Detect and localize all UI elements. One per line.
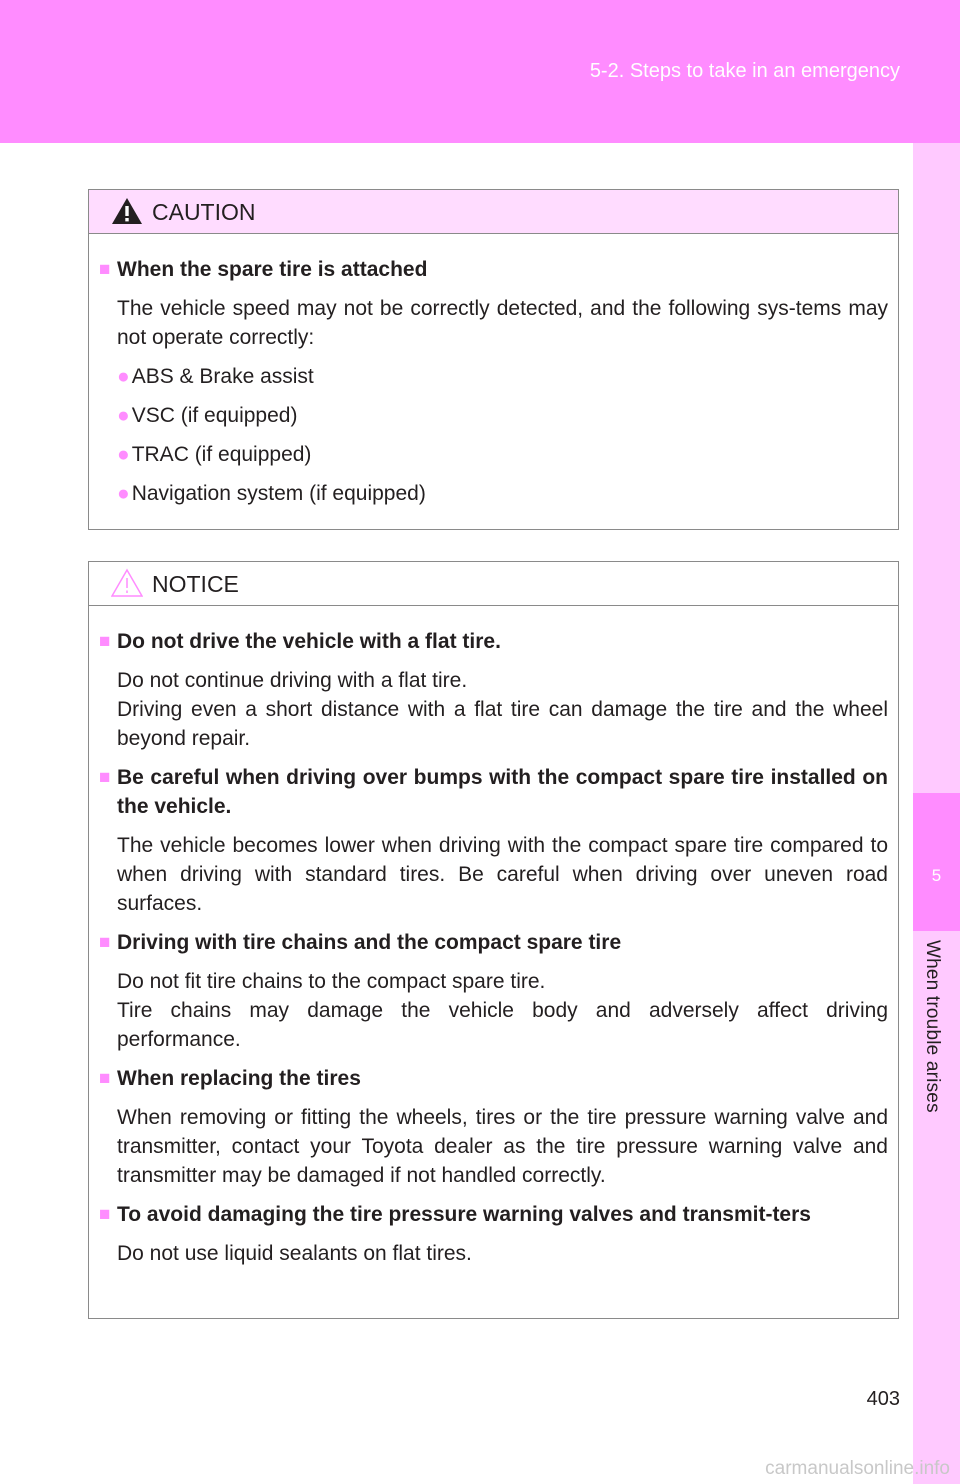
notice-item-title: ■ When replacing the tires bbox=[99, 1064, 888, 1093]
caution-item-title: ■ When the spare tire is attached bbox=[99, 255, 888, 284]
chapter-label: When trouble arises bbox=[922, 940, 943, 1113]
warning-filled-icon bbox=[111, 196, 143, 226]
caution-header bbox=[89, 190, 898, 234]
notice-item-text: Do not use liquid sealants on flat tires. bbox=[117, 1242, 472, 1265]
circle-bullet-icon: ● bbox=[117, 443, 130, 466]
notice-item-title: ■ To avoid damaging the tire pressure warning valves and transmit-ters bbox=[99, 1200, 888, 1229]
page-number: 403 bbox=[866, 1388, 900, 1410]
square-bullet-icon: ■ bbox=[99, 932, 111, 953]
warning-outline-icon bbox=[111, 568, 143, 598]
notice-header bbox=[89, 562, 898, 606]
notice-item-title: ■ Driving with tire chains and the compact spare tire bbox=[99, 928, 888, 957]
section-header: 5-2. Steps to take in an emergency bbox=[589, 60, 900, 82]
caution-bullet: ●ABS & Brake assist bbox=[117, 365, 314, 388]
notice-item-title: ■ Be careful when driving over bumps with the compact spare tire installed on the vehicle. bbox=[99, 763, 888, 821]
caution-box bbox=[88, 189, 899, 530]
square-bullet-icon: ■ bbox=[99, 767, 111, 788]
notice-item-text: The vehicle becomes lower when driving with the compact spare tire compared to when driving with standard tires. Be careful when driving over uneven road surfaces. bbox=[117, 834, 888, 915]
circle-bullet-icon: ● bbox=[117, 404, 130, 427]
caution-bullet: ●Navigation system (if equipped) bbox=[117, 482, 426, 505]
chapter-tab[interactable] bbox=[913, 793, 960, 931]
caution-item-text: The vehicle speed may not be correctly detected, and the following sys-tems may not operate correctly: bbox=[117, 297, 888, 349]
caution-bullet: ●TRAC (if equipped) bbox=[117, 443, 312, 466]
notice-item-title: ■ Do not drive the vehicle with a flat tire. bbox=[99, 627, 888, 656]
square-bullet-icon: ■ bbox=[99, 631, 111, 652]
chapter-number: 5 bbox=[931, 866, 942, 885]
notice-title: NOTICE bbox=[152, 571, 239, 597]
square-bullet-icon: ■ bbox=[99, 1204, 111, 1225]
watermark: carmanualsonline.info bbox=[765, 1458, 950, 1479]
notice-item-text: Do not fit tire chains to the compact spare tire. Tire chains may damage the vehicle body and adversely affect driving performance. bbox=[117, 970, 888, 1051]
caution-bullet: ●VSC (if equipped) bbox=[117, 404, 298, 427]
square-bullet-icon: ■ bbox=[99, 259, 111, 280]
caution-title: CAUTION bbox=[152, 199, 256, 225]
notice-item-text: Do not continue driving with a flat tire. Driving even a short distance with a flat tire can damage the tire and the wheel beyond repair. bbox=[117, 669, 888, 750]
notice-item-text: When removing or fitting the wheels, tires or the tire pressure warning valve and transmitter, contact your Toyota dealer as the tire pressure warning valve and transmitter may be damaged if not handled correctly. bbox=[117, 1106, 888, 1187]
square-bullet-icon: ■ bbox=[99, 1068, 111, 1089]
notice-box bbox=[88, 561, 899, 1319]
circle-bullet-icon: ● bbox=[117, 365, 130, 388]
circle-bullet-icon: ● bbox=[117, 482, 130, 505]
